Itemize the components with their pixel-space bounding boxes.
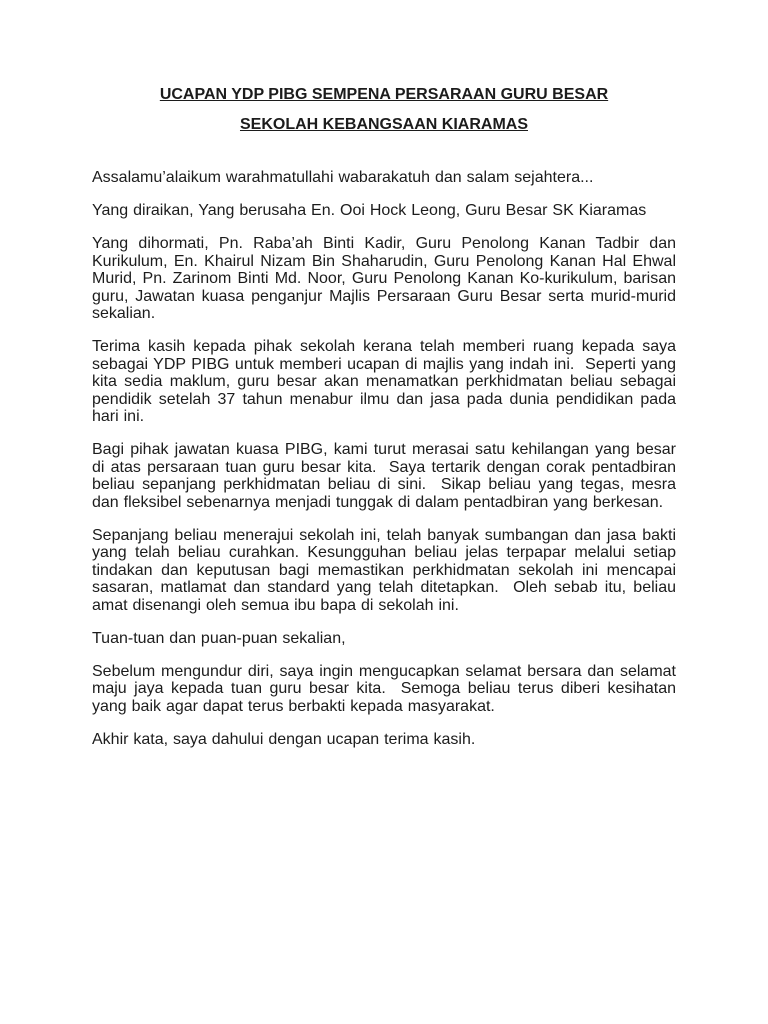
- document-body: [92, 169, 681, 748]
- paragraph: Yang dihormati, Pn. Raba’ah Binti Kadir, Guru Penolong Kanan Tadbir dan Kurikulum, En. Khairul Nizam Bin Shaharudin, Guru Penolong Kanan Hal Ehwal Murid, Pn. Zarinom Binti Md. Noor, Guru Penolong Kanan Ko-kurikulum, barisan guru, Jawatan kuasa penganjur Majlis Persaraan Guru Besar serta murid-murid sekalian.: [92, 235, 681, 322]
- document-title-line1: UCAPAN YDP PIBG SEMPENA PERSARAAN GURU BESAR: [159, 86, 609, 103]
- paragraph: Tuan-tuan dan puan-puan sekalian,: [92, 629, 346, 647]
- paragraph: Terima kasih kepada pihak sekolah kerana telah memberi ruang kepada saya sebagai YDP PIBG untuk memberi ucapan di majlis yang indah ini. Seperti yang kita sedia maklum, guru besar akan menamatkan perkhidmatan beliau sebagai pendidik setelah 37 tahun menabur ilmu dan jasa pada dunia pendidikan pada hari ini.: [92, 338, 681, 425]
- paragraph: Sebelum mengundur diri, saya ingin mengucapkan selamat bersara dan selamat maju jaya kepada tuan guru besar kita. Semoga beliau terus diberi kesihatan yang baik agar dapat terus berbakti kepada masyarakat.: [92, 662, 681, 715]
- paragraph: Bagi pihak jawatan kuasa PIBG, kami turut merasai satu kehilangan yang besar di atas persaraan tuan guru besar kita. Saya tertarik dengan corak pentadbiran beliau sepanjang perkhidmatan beliau di sini. Sikap beliau yang tegas, mesra dan fleksibel sebenarnya menjadi tunggak di dalam pentadbiran yang berkesan.: [92, 441, 681, 511]
- paragraph: Yang diraikan, Yang berusaha En. Ooi Hock Leong, Guru Besar SK Kiaramas: [92, 202, 647, 219]
- document-title-line2: SEKOLAH KEBANGSAAN KIARAMAS: [239, 116, 528, 133]
- paragraph: Assalamu’alaikum warahmatullahi wabarakatuh dan salam sejahtera...: [92, 169, 594, 186]
- paragraph: Sepanjang beliau menerajui sekolah ini, telah banyak sumbangan dan jasa bakti yang telah beliau curahkan. Kesungguhan beliau jelas terpapar melalui setiap tindakan dan keputusan bagi memastikan perkhidmatan sekolah ini mencapai sasaran, matlamat dan standard yang telah ditetapkan. Oleh sebab itu, beliau amat disenangi oleh semua ibu bapa di sekolah ini.: [92, 526, 681, 614]
- paragraph: Akhir kata, saya dahului dengan ucapan terima kasih.: [92, 730, 476, 748]
